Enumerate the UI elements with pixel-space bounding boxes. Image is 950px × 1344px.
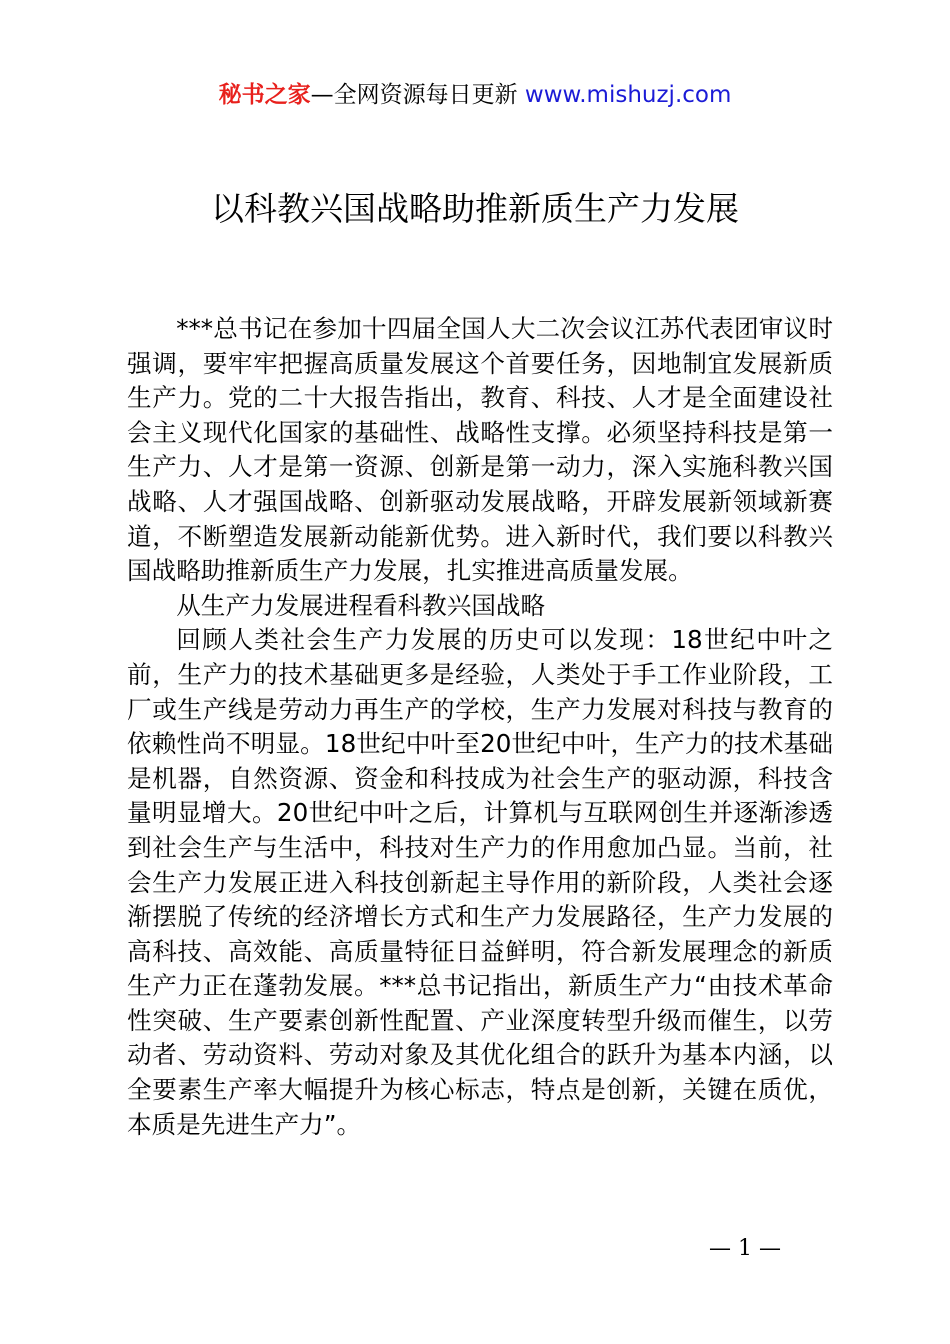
- section-heading: 从生产力发展进程看科教兴国战略: [176, 590, 546, 620]
- site-tagline: —全网资源每日更新: [310, 82, 518, 108]
- site-brand: 秘书之家: [218, 82, 311, 108]
- page-number: — 1 —: [709, 1236, 781, 1261]
- site-url[interactable]: www.mishuzj.com: [524, 82, 732, 108]
- paragraph: ***总书记在参加十四届全国人大二次会议江苏代表团审议时强调，要牢牢把握高质量发展这个首要任务，因地制宜发展新质生产力。党的二十大报告指出，教育、科技、人才是全面建设社会主义现代化国家的基础性、战略性支撑。必须坚持科技是第一生产力、人才是第一资源、创新是第一动力，深入实施科教兴国战略、人才强国战略、创新驱动发展战略，开辟发展新领域新赛道，不断塑造发展新动能新优势。进入新时代，我们要以科教兴国战略助推新质生产力发展，扎实推进高质量发展。: [127, 314, 833, 586]
- document-title: 以科教兴国战略助推新质生产力发展: [211, 189, 739, 228]
- document-body: [127, 312, 833, 1142]
- paragraph: 回顾人类社会生产力发展的历史可以发现：18世纪中叶之前，生产力的技术基础更多是经验，人类处于手工作业阶段，工厂或生产线是劳动力再生产的学校，生产力发展对科技与教育的依赖性尚不明显。18世纪中叶至20世纪中叶，生产力的技术基础是机器，自然资源、资金和科技成为社会生产的驱动源，科技含量明显增大。20世纪中叶之后，计算机与互联网创生并逐渐渗透到社会生产与生活中，科技对生产力的作用愈加凸显。当前，社会生产力发展正进入科技创新起主导作用的新阶段，人类社会逐渐摆脱了传统的经济增长方式和生产力发展路径，生产力发展的高科技、高效能、高质量特征日益鲜明，符合新发展理念的新质生产力正在蓬勃发展。***总书记指出，新质生产力“由技术革命性突破、生产要素创新性配置、产业深度转型升级而催生，以劳动者、劳动资料、劳动对象及其优化组合的跃升为基本内涵，以全要素生产率大幅提升为核心标志，特点是创新，关键在质优，本质是先进生产力”。: [127, 625, 833, 1139]
- site-header: [0, 78, 950, 112]
